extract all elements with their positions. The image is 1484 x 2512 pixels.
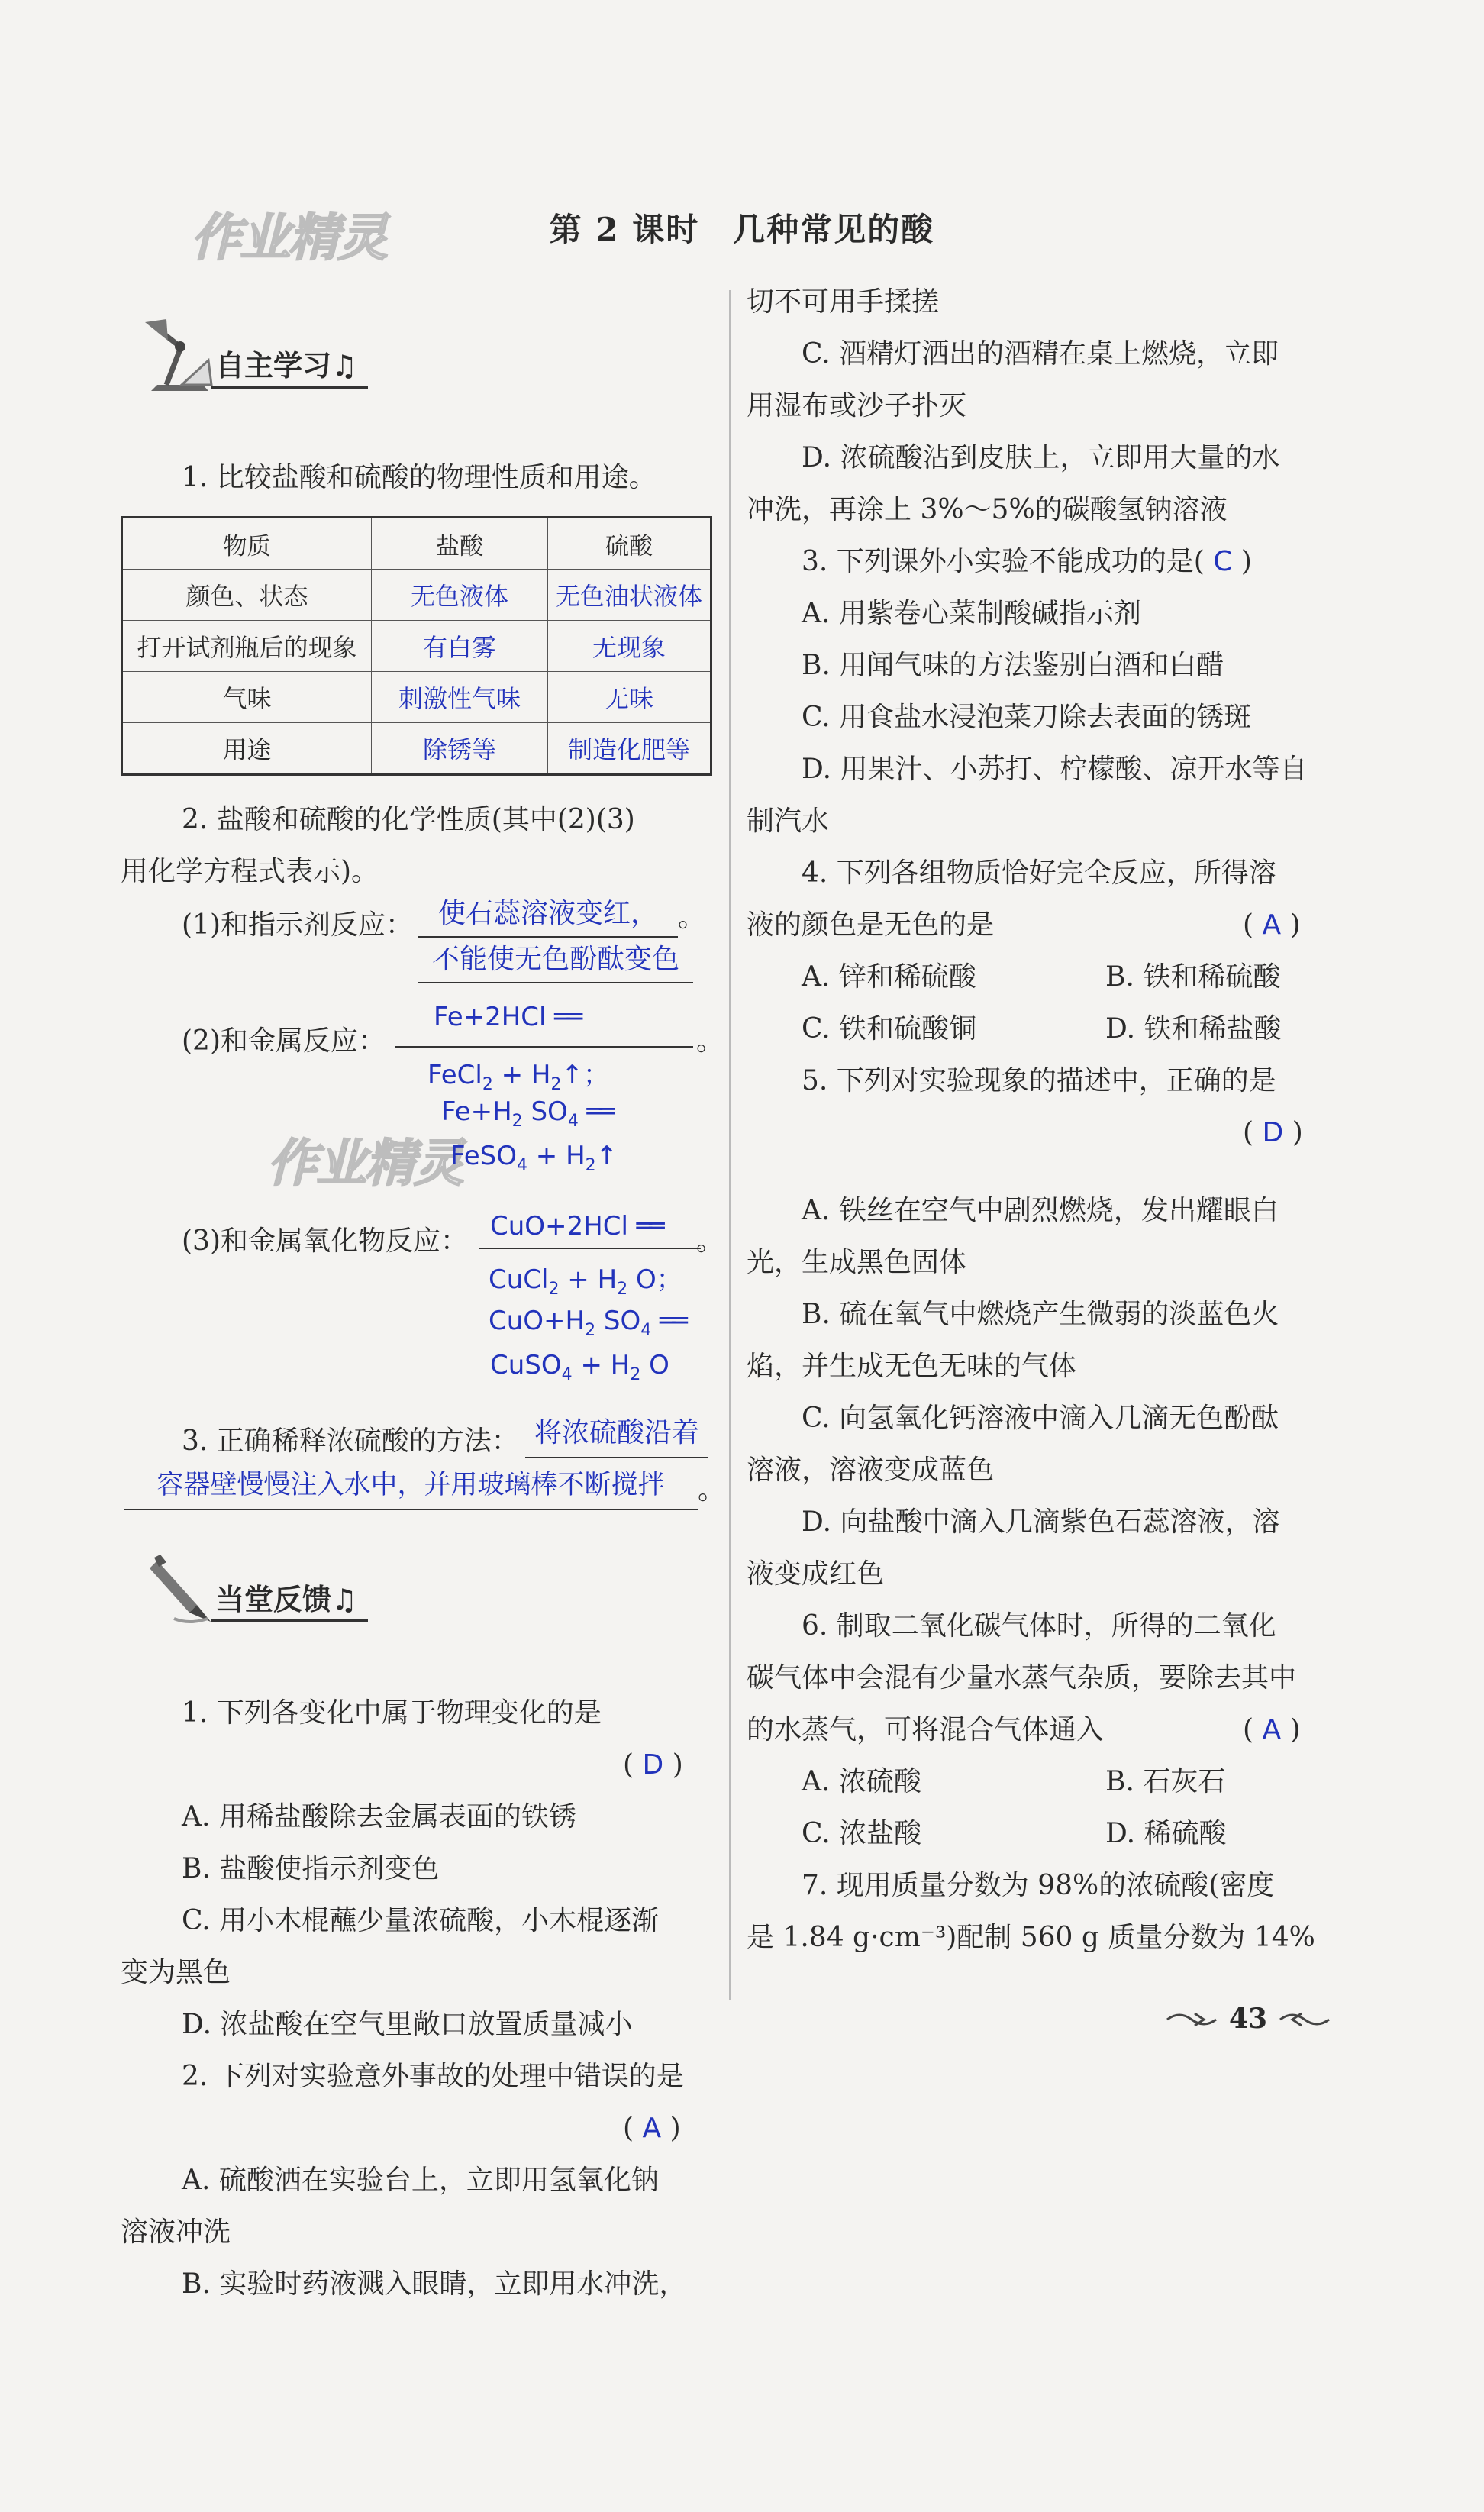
lamp-icon [136, 315, 220, 402]
q1-text: 1. 比较盐酸和硫酸的物理性质和用途。 [182, 462, 657, 493]
rc-q6-option-c: C. 浓盐酸 [802, 1818, 922, 1849]
q2-1-answer-line1: 使石蕊溶液变红， [418, 892, 678, 938]
rc-line: 用湿布或沙子扑灭 [747, 390, 967, 421]
rc-q3-option-d: D. 用果汁、小苏打、柠檬酸、凉开水等自 [802, 754, 1308, 785]
page-number: 43 [1228, 2003, 1268, 2035]
q2-1-label: (1)和指示剂反应： [182, 909, 413, 941]
period: 。 [678, 902, 706, 933]
rc-q6-option-b: B. 石灰石 [1105, 1766, 1226, 1797]
fb-q1-option-c-cont: 变为黑色 [121, 1957, 231, 1988]
q3-label: 3. 正确稀释浓硫酸的方法： [182, 1426, 519, 1457]
rc-q3-option-d-cont: 制汽水 [747, 806, 830, 837]
table-cell: 无色液体 [372, 570, 548, 621]
table-cell: 颜色、状态 [122, 570, 372, 621]
rc-q5-option-b-cont: 焰，并生成无色无味的气体 [747, 1351, 1077, 1382]
rc-line: D. 浓硫酸沾到皮肤上，立即用大量的水 [802, 442, 1280, 473]
column-divider [729, 290, 731, 2000]
equation-cuo-hcl-products: CuCl$_2$ + $H_2$ O； [489, 1264, 682, 1299]
page-number-ornament [1164, 1997, 1332, 2042]
rc-q4-option-b: B. 铁和稀硫酸 [1105, 961, 1281, 993]
equation-cuo-h2so4: $CuO+H_2$ $SO_4$ ══ [489, 1306, 686, 1340]
q2-3-label: (3)和金属氧化物反应： [182, 1225, 468, 1257]
table-cell: 有白雾 [372, 621, 548, 672]
table-header: 物质 [122, 518, 372, 570]
rc-line: C. 酒精灯洒出的酒精在桌上燃烧，立即 [802, 338, 1279, 370]
fb-q2: 2. 下列对实验意外事故的处理中错误的是 [182, 2061, 684, 2092]
equation-fe-hcl: Fe+2HCl ══ [434, 1002, 580, 1032]
table-cell: 无现象 [548, 621, 711, 672]
answer-underline [395, 1046, 693, 1048]
equation-fe-hcl-products: FeCl$_2$ + $H_2↑$； [427, 1060, 609, 1094]
fb-q1-option-d: D. 浓盐酸在空气里敞口放置质量减小 [182, 2009, 633, 2040]
rc-q5-answer: ( D ) [1243, 1117, 1303, 1148]
q2-2-label: (2)和金属反应： [182, 1025, 386, 1057]
table-row [122, 621, 711, 672]
page-title: 第 2 课时 几种常见的酸 [549, 211, 935, 248]
rc-q3-option-c: C. 用食盐水浸泡菜刀除去表面的锈斑 [802, 702, 1252, 733]
equation-cuo-hcl: CuO+2HCl ══ [490, 1211, 662, 1241]
rc-q6-option-d: D. 稀硫酸 [1105, 1818, 1227, 1849]
watermark-middle: 作业精灵 [267, 1134, 463, 1193]
table-cell: 打开试剂瓶后的现象 [122, 621, 372, 672]
table-header: 硫酸 [548, 518, 711, 570]
q2-line1: 2. 盐酸和硫酸的化学性质(其中(2)(3) [182, 804, 635, 835]
rc-q5-option-c: C. 向氢氧化钙溶液中滴入几滴无色酚酞 [802, 1403, 1279, 1434]
fb-q2-option-a: A. 硫酸洒在实验台上，立即用氢氧化钠 [182, 2165, 659, 2196]
table-cell: 气味 [122, 672, 372, 723]
fb-q1-option-a: A. 用稀盐酸除去金属表面的铁锈 [182, 1801, 576, 1832]
equation-cuo-h2so4-products: CuSO$_4$ + $H_2$ O [490, 1350, 669, 1384]
rc-q5-option-a: A. 铁丝在空气中剧烈燃烧，发出耀眼白 [802, 1195, 1279, 1226]
table-cell: 无色油状液体 [548, 570, 711, 621]
properties-table [121, 516, 712, 776]
rc-q6-option-a: A. 浓硫酸 [802, 1766, 921, 1797]
fb-q1-option-c: C. 用小木棍蘸少量浓硫酸，小木棍逐渐 [182, 1905, 660, 1936]
rc-q4-option-c: C. 铁和硫酸铜 [802, 1013, 977, 1045]
rc-q4-option-d: D. 铁和稀盐酸 [1105, 1013, 1282, 1045]
rc-q5-option-c-cont: 溶液，溶液变成蓝色 [747, 1455, 995, 1486]
table-row [122, 723, 711, 775]
q2-line2: 用化学方程式表示)。 [121, 856, 379, 887]
table-cell: 刺激性气味 [372, 672, 548, 723]
period: 。 [696, 1025, 724, 1057]
period: 。 [698, 1474, 726, 1506]
table-cell: 除锈等 [372, 723, 548, 775]
rc-q6-line1: 6. 制取二氧化碳气体时，所得的二氧化 [802, 1610, 1276, 1642]
rc-q5: 5. 下列对实验现象的描述中，正确的是 [802, 1065, 1276, 1096]
fb-q2-option-a-cont: 溶液冲洗 [121, 2217, 231, 2248]
rc-line: 冲洗，再涂上 3%～5%的碳酸氢钠溶液 [747, 494, 1228, 525]
equation-fe-h2so4: $Fe+H_2$ $SO_4$ ══ [441, 1096, 612, 1131]
table-cell: 无味 [548, 672, 711, 723]
rc-q4-line1: 4. 下列各组物质恰好完全反应，所得溶 [802, 857, 1276, 889]
q3-answer-line1: 将浓硫酸沿着 [525, 1409, 708, 1458]
rc-q7-line2: 是 1.84 g·cm⁻³)配制 560 g 质量分数为 14% [747, 1922, 1315, 1953]
rc-q6-answer: ( A ) [1243, 1714, 1301, 1745]
rc-q5-option-d: D. 向盐酸中滴入几滴紫色石蕊溶液，溶 [802, 1506, 1280, 1538]
rc-line: 切不可用手揉搓 [747, 286, 940, 318]
fb-q1-answer: ( D ) [623, 1749, 683, 1781]
fb-q1-option-b: B. 盐酸使指示剂变色 [182, 1853, 440, 1884]
q2-1-answer-line2: 不能使无色酚酞变色 [418, 938, 693, 983]
rc-q3-option-a: A. 用紫卷心菜制酸碱指示剂 [802, 598, 1141, 629]
rc-q5-option-d-cont: 液变成红色 [747, 1558, 885, 1590]
section-feedback: 当堂反馈♫ [215, 1576, 357, 1618]
rc-q7-line1: 7. 现用质量分数为 98%的浓硫酸(密度 [802, 1870, 1275, 1901]
rc-q6-line3: 的水蒸气，可将混合气体通入 [747, 1714, 1105, 1745]
rc-q5-option-b: B. 硫在氧气中燃烧产生微弱的淡蓝色火 [802, 1299, 1279, 1330]
equation-fe-h2so4-products: FeSO$_4$ + $H_2↑$ [450, 1141, 618, 1175]
q3-answer-line2: 容器壁慢慢注入水中，并用玻璃棒不断搅拌 [124, 1461, 698, 1510]
rc-q6-line2: 碳气体中会混有少量水蒸气杂质，要除去其中 [747, 1662, 1297, 1694]
rc-q4-option-a: A. 锌和稀硫酸 [802, 961, 976, 993]
rc-q5-option-a-cont: 光，生成黑色固体 [747, 1247, 967, 1278]
period: 。 [696, 1225, 724, 1257]
rc-q4-line2: 液的颜色是无色的是 [747, 909, 995, 941]
fb-q2-option-b: B. 实验时药液溅入眼睛，立即用水冲洗， [182, 2268, 687, 2300]
fb-q2-answer: ( A ) [623, 2113, 681, 2144]
fb-q1: 1. 下列各变化中属于物理变化的是 [182, 1697, 602, 1729]
pen-icon [144, 1551, 220, 1631]
table-header: 盐酸 [372, 518, 548, 570]
watermark-top: 作业精灵 [191, 208, 386, 267]
music-note-icon: ♫ [331, 1583, 358, 1616]
table-row [122, 570, 711, 621]
rc-q3-option-b: B. 用闻气味的方法鉴别白酒和白醋 [802, 650, 1224, 681]
table-cell: 用途 [122, 723, 372, 775]
rc-q4-answer: ( A ) [1243, 909, 1301, 941]
music-note-icon: ♫ [331, 349, 358, 383]
table-cell: 制造化肥等 [548, 723, 711, 775]
table-row [122, 672, 711, 723]
rc-q3: 3. 下列课外小实验不能成功的是( C ) [802, 546, 1252, 577]
section-self-study: 自主学习♫ [215, 342, 357, 384]
answer-underline [479, 1248, 701, 1249]
